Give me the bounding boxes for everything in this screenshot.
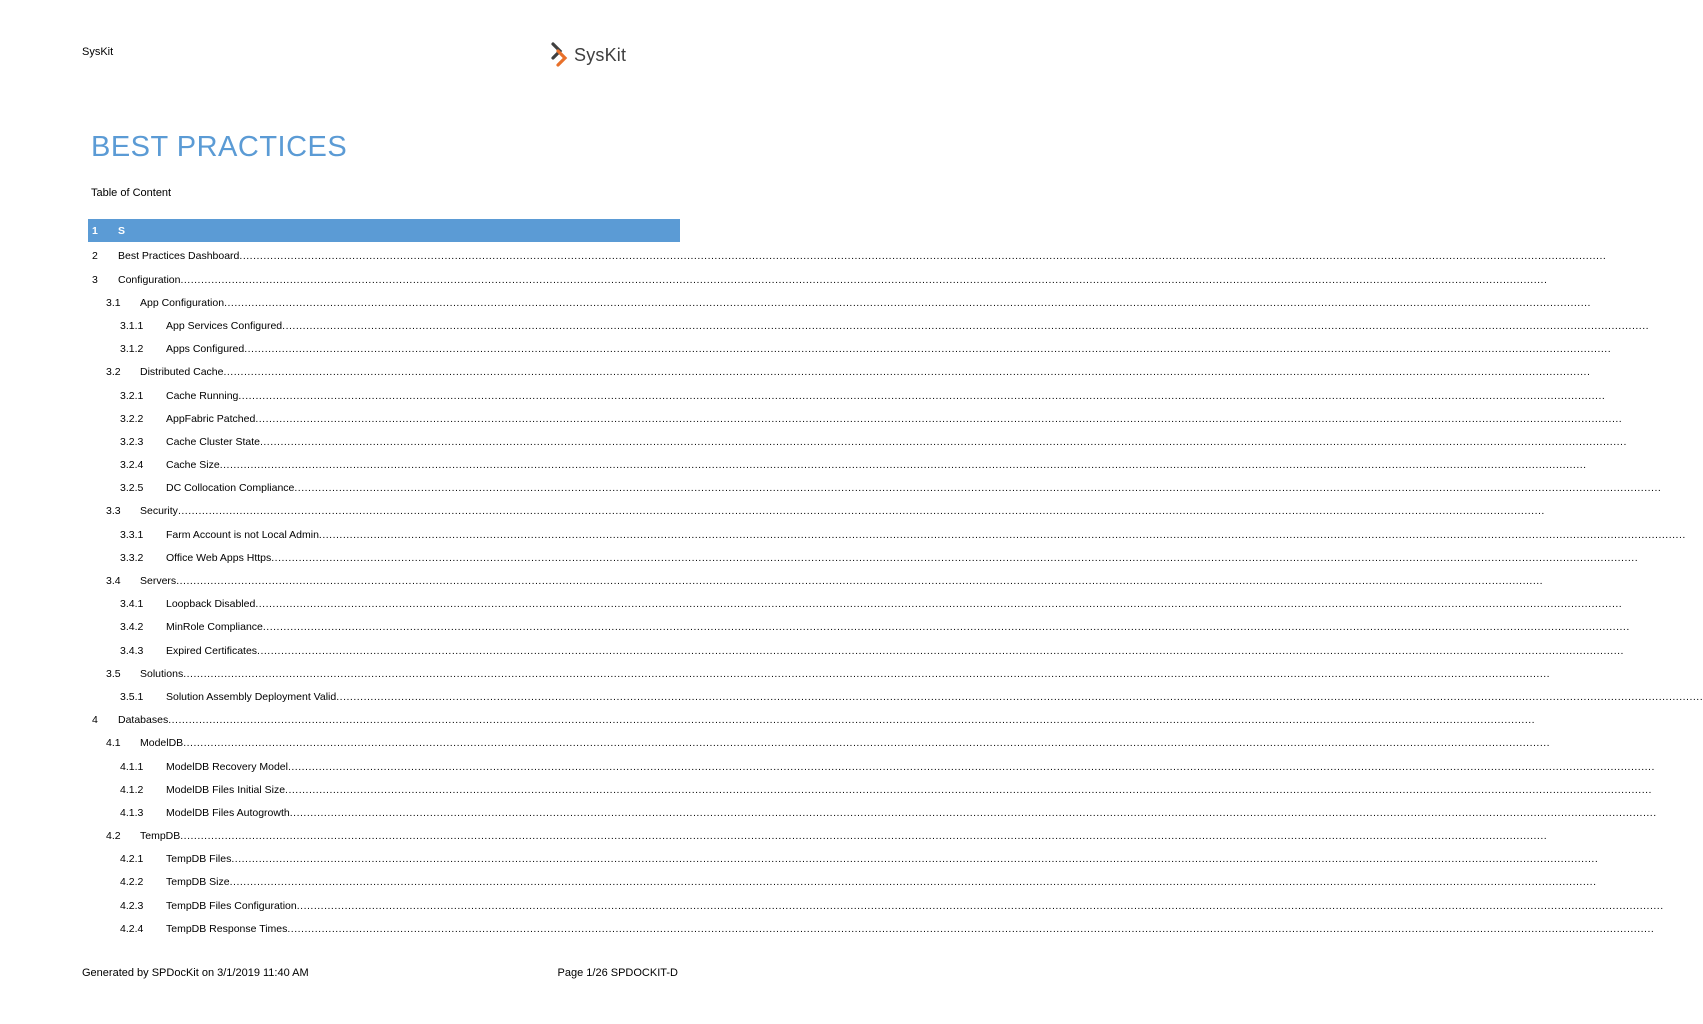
toc-dot-leader: ................................................................................................................................................................................................................................................................................................................................................................................................................ xyxy=(294,482,1662,495)
toc-entry[interactable] xyxy=(88,613,1630,636)
toc-entry-number: 3.4.3 xyxy=(120,644,144,657)
toc-entry-title: TempDB Files Configuration xyxy=(166,899,297,912)
toc-entry[interactable] xyxy=(88,219,680,242)
logo-text: SysKit xyxy=(574,44,627,65)
toc-entry-title: TempDB xyxy=(140,830,181,843)
toc-entry[interactable] xyxy=(88,474,1662,497)
toc-dot-leader: ................................................................................................................................................................................................................................................................................................................................................................................................................ xyxy=(287,922,1655,935)
toc-entry-number: 3.3.1 xyxy=(120,528,144,541)
toc-entry[interactable] xyxy=(88,335,1612,358)
toc-entry-number: 4.1.1 xyxy=(120,760,144,773)
toc-entry-number: 3.1.2 xyxy=(120,343,144,356)
toc-entry[interactable] xyxy=(88,822,1548,845)
toc-entry[interactable] xyxy=(88,520,1686,543)
toc-entry[interactable] xyxy=(88,776,1652,799)
toc-dot-leader: ................................................................................................................................................................................................................................................................................................................................................................................................................ xyxy=(223,366,1591,379)
toc-entry-number: 3 xyxy=(92,273,98,286)
toc-entry-title: TempDB Response Times xyxy=(166,922,288,935)
toc-entry-title: ModelDB xyxy=(140,737,184,750)
toc-entry[interactable] xyxy=(88,915,1655,938)
footer-page-number: Page 1/26 SPDOCKIT-D xyxy=(557,967,678,979)
toc-entry[interactable] xyxy=(88,451,1587,474)
toc-entry-title: TempDB Files xyxy=(166,853,232,866)
toc-entry-title: Cache Size xyxy=(166,459,220,472)
toc-entry-title: Distributed Cache xyxy=(140,366,224,379)
toc-entry[interactable] xyxy=(88,497,1545,520)
toc-entry[interactable] xyxy=(88,660,1551,683)
toc-dot-leader: ................................................................................................................................................................................................................................................................................................................................................................................................................ xyxy=(318,528,1686,541)
toc-entry-title: ModelDB Files Initial Size xyxy=(166,783,286,796)
toc-entry-title: Security xyxy=(140,505,178,518)
toc-dot-leader: ................................................................................................................................................................................................................................................................................................................................................................................................................ xyxy=(296,899,1664,912)
toc-dot-leader: ................................................................................................................................................................................................................................................................................................................................................................................................................ xyxy=(219,459,1587,472)
toc-entry[interactable] xyxy=(88,428,1627,451)
toc-entry-number: 4.1.2 xyxy=(120,783,144,796)
toc-dot-leader: ................................................................................................................................................................................................................................................................................................................................................................................................................ xyxy=(168,714,1536,727)
toc-dot-leader: ................................................................................................................................................................................................................................................................................................................................................................................................................ xyxy=(257,644,1624,657)
toc-entry-number: 3.2.1 xyxy=(120,389,144,402)
toc-entry-title: Cache Cluster State xyxy=(166,435,260,448)
toc-entry[interactable] xyxy=(88,381,1606,404)
toc-dot-leader: ................................................................................................................................................................................................................................................................................................................................................................................................................ xyxy=(229,876,1597,889)
toc-dot-leader: ................................................................................................................................................................................................................................................................................................................................................................................................................ xyxy=(183,667,1551,680)
toc-entry-number: 3.2 xyxy=(106,366,121,379)
toc-dot-leader: ................................................................................................................................................................................................................................................................................................................................................................................................................ xyxy=(177,505,1545,518)
header-company: SysKit xyxy=(82,46,114,58)
toc-entry[interactable] xyxy=(88,729,1551,752)
toc-dot-leader: ................................................................................................................................................................................................................................................................................................................................................................................................................ xyxy=(231,853,1599,866)
toc-entry[interactable] xyxy=(88,358,1591,381)
toc-entry-number: 4.2.4 xyxy=(120,922,144,935)
toc-entry-number: 4.1.3 xyxy=(120,806,144,819)
toc-dot-leader: ................................................................................................................................................................................................................................................................................................................................................................................................................ xyxy=(289,806,1657,819)
toc-entry-number: 1 xyxy=(92,225,98,238)
toc-entry[interactable] xyxy=(88,683,1703,706)
toc-entry[interactable] xyxy=(88,752,1655,775)
toc-entry-title: Best Practices Dashboard xyxy=(118,250,240,263)
page-title: BEST PRACTICES xyxy=(91,131,348,163)
toc-entry-number: 3.2.3 xyxy=(120,435,144,448)
toc-dot-leader: ................................................................................................................................................................................................................................................................................................................................................................................................................ xyxy=(282,319,1650,332)
toc-entry-title: Apps Configured xyxy=(166,343,245,356)
toc-dot-leader: ................................................................................................................................................................................................................................................................................................................................................................................................................ xyxy=(271,551,1639,564)
toc-entry-number: 3.2.4 xyxy=(120,459,144,472)
toc-entry[interactable] xyxy=(88,636,1624,659)
toc-entry-title: Configuration xyxy=(118,273,181,286)
toc-dot-leader: ................................................................................................................................................................................................................................................................................................................................................................................................................ xyxy=(176,575,1544,587)
toc-entry-title: Solution Assembly Deployment Valid xyxy=(166,690,337,703)
toc-entry-title: MinRole Compliance xyxy=(166,621,263,634)
toc-dot-leader: ................................................................................................................................................................................................................................................................................................................................................................................................................ xyxy=(180,273,1548,286)
toc-entry-title: Office Web Apps Https xyxy=(166,551,272,564)
table-of-contents xyxy=(88,219,1703,938)
toc-dot-leader: ................................................................................................................................................................................................................................................................................................................................................................................................................ xyxy=(244,343,1612,356)
toc-entry-number: 4.2 xyxy=(106,830,121,843)
toc-entry-number: 3.3 xyxy=(106,505,121,518)
toc-entry-number: 3.4.2 xyxy=(120,621,144,634)
toc-entry-number: 4.2.1 xyxy=(120,853,144,866)
toc-entry[interactable] xyxy=(88,544,1639,567)
toc-entry-title: DC Collocation Compliance xyxy=(166,482,295,495)
toc-heading: Table of Content xyxy=(91,187,172,199)
toc-dot-leader: ................................................................................................................................................................................................................................................................................................................................................................................................................ xyxy=(224,296,1591,309)
toc-entry-title: Databases xyxy=(118,714,169,727)
toc-dot-leader: ................................................................................................................................................................................................................................................................................................................................................................................................................ xyxy=(255,598,1623,611)
toc-entry-title: Farm Account is not Local Admin xyxy=(166,528,319,541)
toc-dot-leader: ................................................................................................................................................................................................................................................................................................................................................................................................................ xyxy=(259,435,1627,448)
toc-entry-title: App Services Configured xyxy=(166,319,283,332)
toc-entry[interactable] xyxy=(88,706,1536,729)
toc-entry-number: 4.2.2 xyxy=(120,876,144,889)
toc-entry[interactable] xyxy=(88,891,1664,914)
toc-dot-leader: ................................................................................................................................................................................................................................................................................................................................................................................................................ xyxy=(180,830,1548,843)
toc-entry-title: Solutions xyxy=(140,667,184,680)
toc-entry-number: 2 xyxy=(92,250,98,263)
toc-entry-number: 3.3.2 xyxy=(120,551,144,564)
syskit-logo-icon xyxy=(550,42,570,68)
toc-entry-number: 3.5.1 xyxy=(120,690,144,703)
toc-entry-title: Expired Certificates xyxy=(166,644,258,657)
toc-entry[interactable] xyxy=(88,289,1591,312)
toc-entry-title: ModelDB Files Autogrowth xyxy=(166,806,290,819)
toc-entry-number: 3.5 xyxy=(106,667,121,680)
toc-entry[interactable] xyxy=(88,567,1544,590)
toc-entry-number: 3.4 xyxy=(106,575,121,587)
toc-entry-title: App Configuration xyxy=(140,296,225,309)
toc-entry-number: 3.1.1 xyxy=(120,319,144,332)
toc-dot-leader: ................................................................................................................................................................................................................................................................................................................................................................................................................ xyxy=(336,690,1703,703)
toc-dot-leader: ................................................................................................................................................................................................................................................................................................................................................................................................................ xyxy=(255,412,1623,425)
footer-generated: Generated by SPDocKit on 3/1/2019 11:40 AM xyxy=(82,967,309,979)
toc-entry[interactable] xyxy=(88,799,1657,822)
toc-entry[interactable] xyxy=(88,405,1623,428)
toc-entry[interactable] xyxy=(88,845,1599,868)
toc-entry[interactable] xyxy=(88,242,1607,265)
toc-entry-number: 4 xyxy=(92,714,98,727)
toc-entry-number: 3.1 xyxy=(106,296,121,309)
toc-entry-title: ModelDB Recovery Model xyxy=(166,760,288,773)
toc-dot-leader: ................................................................................................................................................................................................................................................................................................................................................................................................................ xyxy=(238,389,1606,402)
toc-entry-title: AppFabric Patched xyxy=(166,412,256,425)
syskit-logo xyxy=(550,42,626,68)
toc-dot-leader: ................................................................................................................................................................................................................................................................................................................................................................................................................ xyxy=(285,783,1652,796)
toc-dot-leader: ................................................................................................................................................................................................................................................................................................................................................................................................................ xyxy=(262,621,1630,634)
toc-dot-leader: ................................................................................................................................................................................................................................................................................................................................................................................................................ xyxy=(183,737,1551,750)
toc-entry[interactable] xyxy=(88,868,1597,891)
toc-entry-number: 3.2.5 xyxy=(120,482,144,495)
toc-entry-title: S xyxy=(118,225,126,238)
toc-entry-title: Cache Running xyxy=(166,389,239,402)
toc-entry[interactable] xyxy=(88,265,1548,288)
toc-entry-title: Loopback Disabled xyxy=(166,598,256,611)
toc-entry[interactable] xyxy=(88,312,1650,335)
toc-dot-leader: ................................................................................................................................................................................................................................................................................................................................................................................................................ xyxy=(239,250,1607,263)
toc-entry-number: 3.4.1 xyxy=(120,598,144,611)
toc-dot-leader: ................................................................................................................................................................................................................................................................................................................................................................................................................ xyxy=(287,760,1655,773)
toc-entry-number: 4.2.3 xyxy=(120,899,144,912)
toc-entry-number: 4.1 xyxy=(106,737,121,750)
toc-entry-title: Servers xyxy=(140,575,177,587)
toc-entry-number: 3.2.2 xyxy=(120,412,144,425)
toc-entry-title: TempDB Size xyxy=(166,876,230,889)
toc-entry[interactable] xyxy=(88,590,1623,613)
